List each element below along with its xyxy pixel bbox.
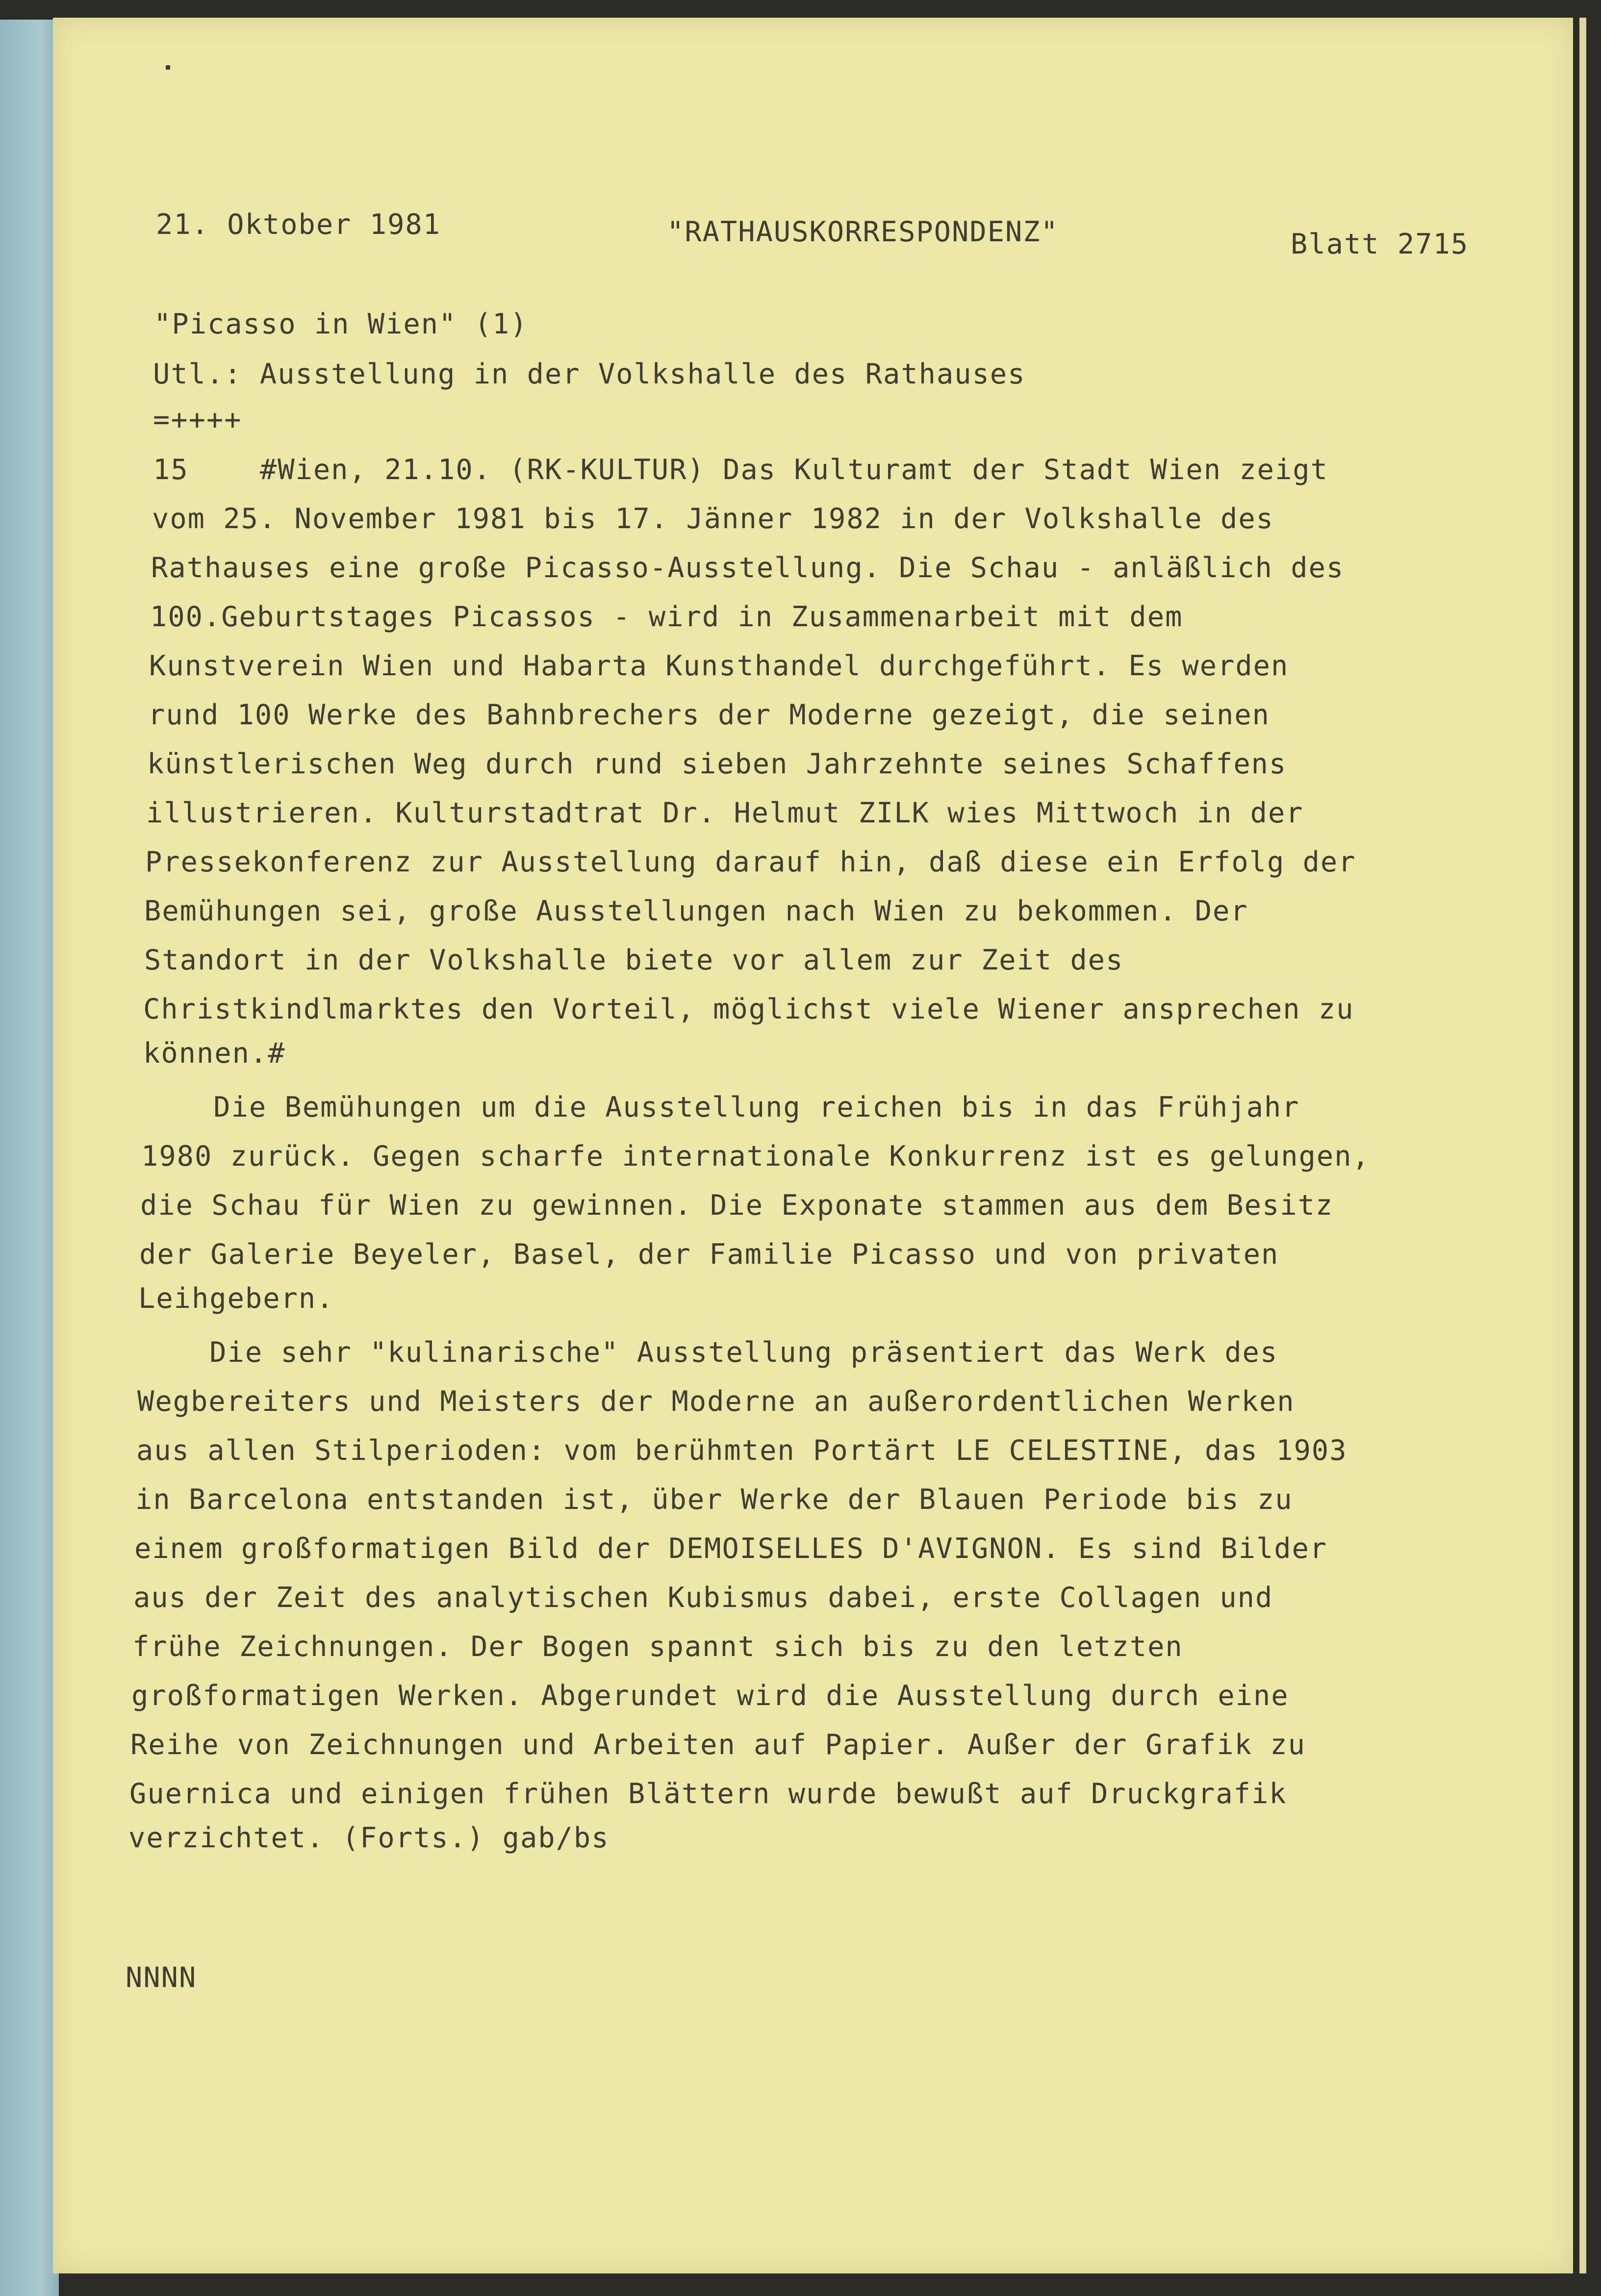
body-line: Kunstverein Wien und Habarta Kunsthandel durchgeführt. Es werden (149, 650, 1289, 682)
ink-mark (166, 65, 170, 70)
body-line: aus der Zeit des analytischen Kubismus dabei, erste Collagen und (133, 1582, 1273, 1614)
folder-edge (0, 20, 59, 2296)
body-line: Leihgebern. (138, 1282, 334, 1315)
body-line: 1980 zurück. Gegen scharfe internationale Konkurrenz ist es gelungen, (141, 1140, 1370, 1173)
body-line: Die Bemühungen um die Ausstellung reichen bis in das Frühjahr (142, 1091, 1300, 1123)
body-line: Rathauses eine große Picasso-Ausstellung. Die Schau - anläßlich des (151, 552, 1345, 584)
body-line: großformatigen Werken. Abgerundet wird die Ausstellung durch eine (131, 1680, 1289, 1712)
body-line: vom 25. November 1981 bis 17. Jänner 1982 in der Volkshalle des (152, 503, 1274, 535)
body-line: Christkindlmarktes den Vorteil, möglichst viele Wiener ansprechen zu (143, 993, 1354, 1025)
body-line: die Schau für Wien zu gewinnen. Die Exponate stammen aus dem Besitz (140, 1189, 1334, 1222)
body-line: Standort in der Volkshalle biete vor allem zur Zeit des (144, 944, 1124, 976)
end-marker: NNNN (126, 1962, 197, 1994)
body-line: verzichtet. (Forts.) gab/bs (128, 1822, 610, 1854)
body-line: frühe Zeichnungen. Der Bogen spannt sich bis zu den letzten (132, 1631, 1183, 1663)
body-line: Wegbereiters und Meisters der Moderne an außerordentlichen Werken (137, 1385, 1295, 1418)
body-line: Bemühungen sei, große Ausstellungen nach Wien zu bekommen. Der (144, 895, 1248, 927)
body-line: Reihe von Zeichnungen und Arbeiten auf Papier. Außer der Grafik zu (130, 1729, 1306, 1761)
header-publication: "RATHAUSKORRESPONDENZ" (667, 216, 1059, 248)
body-line: Die sehr "kulinarische" Ausstellung präsentiert das Werk des (138, 1336, 1278, 1369)
body-line: illustrieren. Kulturstadtrat Dr. Helmut ZILK wies Mittwoch in der (146, 797, 1304, 829)
header-date: 21. Oktober 1981 (156, 208, 441, 241)
body-line: Pressekonferenz zur Ausstellung darauf hin, daß diese ein Erfolg der (145, 846, 1356, 878)
paper-edge (1579, 18, 1586, 2273)
header-sheet-number: Blatt 2715 (1291, 228, 1469, 260)
article-separator: =++++ (153, 404, 242, 436)
article-subtitle: Utl.: Ausstellung in der Volkshalle des Rathauses (153, 358, 1026, 390)
body-line: künstlerischen Weg durch rund sieben Jahrzehnte seines Schaffens (147, 748, 1287, 780)
body-line: einem großformatigen Bild der DEMOISELLES D'AVIGNON. Es sind Bilder (134, 1532, 1328, 1565)
body-line: in Barcelona entstanden ist, über Werke der Blauen Periode bis zu (135, 1483, 1293, 1516)
body-line: Guernica und einigen frühen Blättern wurde bewußt auf Druckgrafik (129, 1778, 1287, 1810)
body-line: 100.Geburtstages Picassos - wird in Zusammenarbeit mit dem (150, 601, 1183, 633)
body-line: können.# (143, 1037, 286, 1070)
body-line: aus allen Stilperioden: vom berühmten Portärt LE CELESTINE, das 1903 (136, 1434, 1347, 1467)
body-line: rund 100 Werke des Bahnbrechers der Moderne gezeigt, die seinen (148, 699, 1270, 731)
article-headline: "Picasso in Wien" (1) (154, 308, 528, 340)
body-line: 15 #Wien, 21.10. (RK-KULTUR) Das Kulturamt der Stadt Wien zeigt (153, 454, 1328, 486)
body-line: der Galerie Beyeler, Basel, der Familie Picasso und von privaten (139, 1238, 1279, 1271)
